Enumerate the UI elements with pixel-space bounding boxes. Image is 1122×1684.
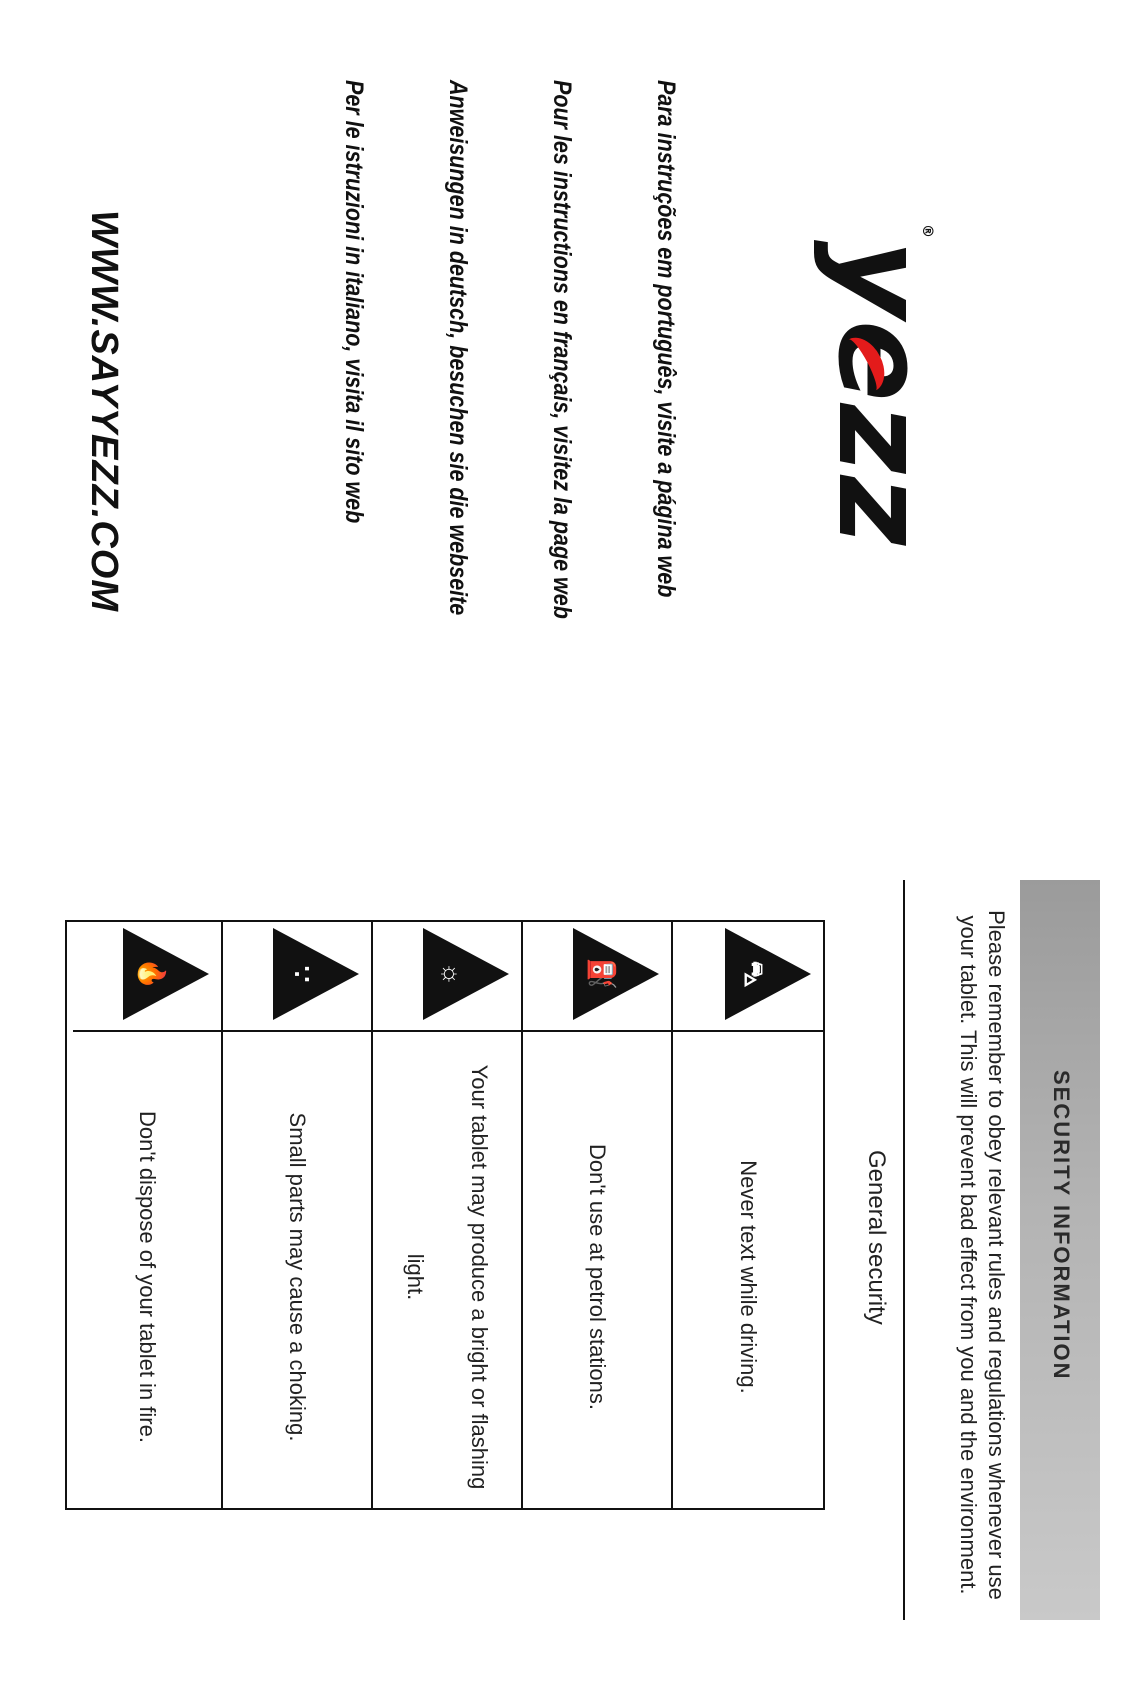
instruction-french: Pour les instructions en français, visitez la page web [548,80,576,619]
icon-cell [673,922,823,1032]
icon-cell [523,922,671,1032]
safety-text: Don't use at petrol stations. [585,1144,610,1410]
choking-hazard-glyph: ∵ [287,965,317,983]
flashing-light-glyph: ☼ [437,962,467,986]
icon-cell [373,922,521,1032]
icon-cell [73,922,221,1032]
logo-wordmark [811,224,950,548]
table-row [523,922,673,1508]
table-row [73,922,223,1508]
table-row [373,922,523,1508]
website-link[interactable]: WWW.SAYYEZZ.COM [83,210,125,612]
yezz-logo [811,224,950,548]
brand-panel [0,0,1000,820]
language-instructions [264,80,680,780]
car-glyph: ⛍ [739,960,769,988]
petrol-pump-glyph: ⛽ [587,957,617,991]
safety-text: Your tablet may produce a bright or flashing light. [403,1064,492,1490]
instruction-portuguese: Para instruções em português, visite a página web [652,80,680,598]
text-cell [223,1052,371,1502]
safety-text: Small parts may cause a choking. [285,1112,310,1442]
security-panel [10,880,1100,1660]
logo-text: yezz [811,240,950,548]
table-row [673,922,823,1508]
text-cell [373,1052,521,1502]
security-table [65,920,825,1510]
instruction-italian: Per le istruzioni in italiano, visita il sito web [340,80,368,524]
safety-text: Don't dispose of your tablet in fire. [135,1111,160,1443]
text-cell [73,1052,221,1502]
table-row [223,922,373,1508]
security-intro: Please remember to obey relevant rules and regulations whenever use your tablet. This will prevent bad effect from you and the environment. [956,910,1009,1600]
security-title: SECURITY INFORMATION [1049,1070,1074,1381]
divider [903,880,905,1620]
text-cell [673,1052,823,1502]
instruction-german: Anweisungen in deutsch, besuchen sie die webseite [444,80,472,616]
safety-text: Never text while driving. [736,1160,761,1394]
registered-mark: ® [919,224,935,240]
text-cell [523,1052,671,1502]
icon-cell [223,922,371,1032]
general-security-heading: General security [863,1150,890,1325]
security-header-bar [1020,880,1100,1620]
fire-glyph: 🔥 [137,957,167,991]
